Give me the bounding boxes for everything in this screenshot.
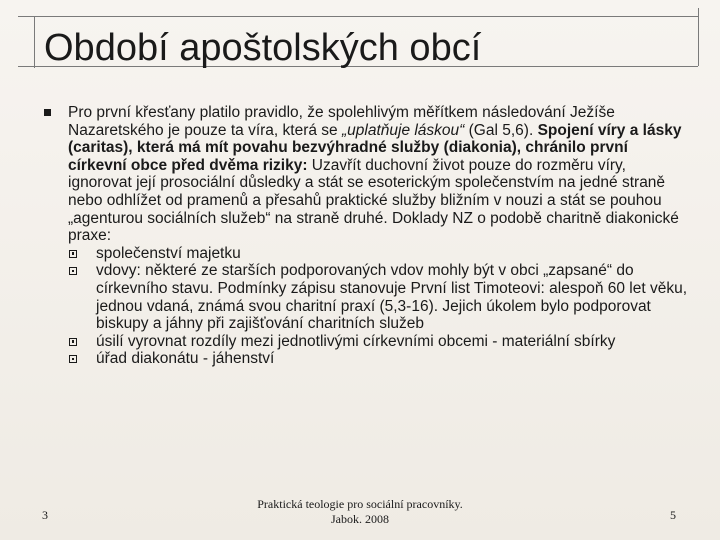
sub-item-text: úřad diakonátu - jáhenství (96, 350, 275, 368)
main-text-emphasis: „uplatňuje láskou“ (341, 121, 465, 139)
sub-list-item (68, 262, 690, 332)
filled-square-bullet-icon (44, 109, 51, 116)
main-text-bold: Spojení víry a lásky (caritas), která má mít povahu bezvýhradné služby (diakonia), chránilo první církevní obce před dvěma riziky: (68, 121, 682, 174)
footer-line-1: Praktická teologie pro sociální pracovníky. (257, 497, 463, 511)
sub-list-item (68, 350, 690, 368)
sub-list-item (68, 245, 690, 263)
hollow-square-bullet-icon (69, 355, 77, 363)
main-bullet-item (40, 104, 690, 245)
main-text-part-1: Pro první křesťany platilo pravidlo, že spolehlivým měřítkem následování Ježíše Nazaretského je pouze ta víra, která se (68, 104, 615, 139)
title-frame-top-line (18, 16, 698, 17)
main-bullet-text (68, 104, 690, 245)
footer-line-2: Jabok. 2008 (331, 512, 389, 526)
main-text-part-2: (Gal 5,6). (464, 121, 538, 139)
slide-number-right: 5 (670, 508, 676, 522)
footer-text (250, 497, 470, 527)
main-text-part-3: Uzavřít duchovní život pouze do rozměru víry, ignorovat její prosociální důsledky a stát se esoterickým společenstvím na jedné straně nebo odhlížet od pramenů a přesahů praktické služby bližním v nouzi a stát se pouhou „agenturou sociálních služeb“ na straně druhé. Doklady NZ o podobě charitně diakonické praxe: (68, 156, 679, 245)
hollow-square-bullet-icon (69, 250, 77, 258)
slide-body (40, 104, 690, 368)
sub-item-text: vdovy: některé ze starších podporovaných vdov mohly být v obci „zapsané“ do církevního stavu. Podmínky zápisu stanovuje První list Timoteovi: alespoň 60 let věku, jednou vdaná, známá svou charitní praxí (5,3-16). Jejich úkolem bylo podporovat biskupy a jáhny při zajišťování charitních služeb (96, 262, 688, 333)
title-frame-right-line (698, 8, 699, 66)
sub-item-text: úsilí vyrovnat rozdíly mezi jednotlivými církevními obcemi - materiální sbírky (96, 332, 616, 350)
sub-list-item (68, 333, 690, 351)
slide-number-left: 3 (42, 508, 48, 522)
sub-item-text: společenství majetku (96, 244, 241, 262)
sub-list (68, 245, 690, 368)
title-frame-left-line (34, 16, 35, 68)
hollow-square-bullet-icon (69, 267, 77, 275)
hollow-square-bullet-icon (69, 338, 77, 346)
slide-title: Období apoštolských obcí (44, 27, 482, 69)
